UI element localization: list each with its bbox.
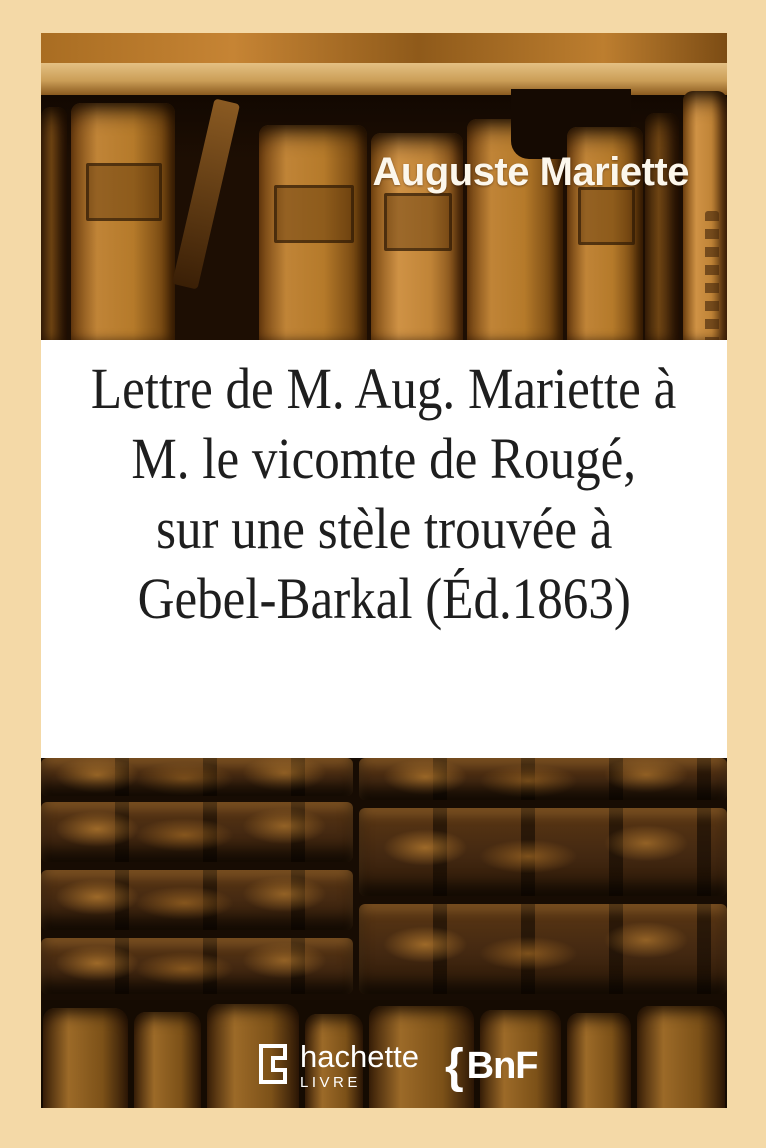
stacked-book-row — [41, 802, 353, 862]
book-spine — [683, 91, 727, 340]
book-spine — [71, 103, 175, 340]
title-line-3: sur une stèle trouvée à — [155, 496, 613, 561]
book-spine — [567, 1013, 630, 1108]
stacked-book-row — [359, 758, 727, 800]
book-spine — [259, 125, 367, 340]
book-spine — [637, 1006, 725, 1108]
hachette-icon — [256, 1043, 290, 1090]
author-name: Auguste Mariette — [372, 150, 689, 194]
bnf-wordmark: BnF — [466, 1045, 538, 1087]
stacked-book-row — [41, 758, 353, 796]
book-spine — [645, 113, 679, 340]
hachette-livre-label: LIVRE — [300, 1074, 361, 1091]
stacked-book-row — [41, 870, 353, 930]
spine-label-plate — [578, 187, 636, 245]
bnf-brace-icon: { — [444, 1039, 464, 1093]
stacked-book-row — [359, 808, 727, 896]
title-line-4: Gebel-Barkal (Éd.1863) — [137, 566, 631, 631]
spine-label-plate — [274, 185, 353, 243]
hachette-livre-logo — [256, 1039, 419, 1091]
top-bookshelf-photo — [41, 33, 727, 340]
title-line-1: Lettre de M. Aug. Mariette à — [91, 356, 677, 421]
book-spine — [43, 1008, 128, 1108]
spine-label-plate — [384, 193, 453, 251]
bottom-bookstack-photo — [41, 758, 727, 1108]
hachette-wordmark: hachette — [300, 1039, 419, 1074]
book-spine — [134, 1012, 201, 1108]
stacked-book-row — [41, 938, 353, 994]
spine-lettering-texture — [705, 211, 719, 340]
title-line-2: M. le vicomte de Rougé, — [131, 426, 637, 491]
title-band — [41, 340, 727, 758]
publisher-logos — [256, 1039, 538, 1093]
spine-label-plate — [86, 163, 163, 221]
bnf-logo — [444, 1039, 538, 1093]
cover-photo — [41, 33, 727, 1108]
stacked-book-row — [359, 904, 727, 994]
book-spine — [41, 107, 67, 340]
shelf-top-strip — [41, 33, 727, 63]
